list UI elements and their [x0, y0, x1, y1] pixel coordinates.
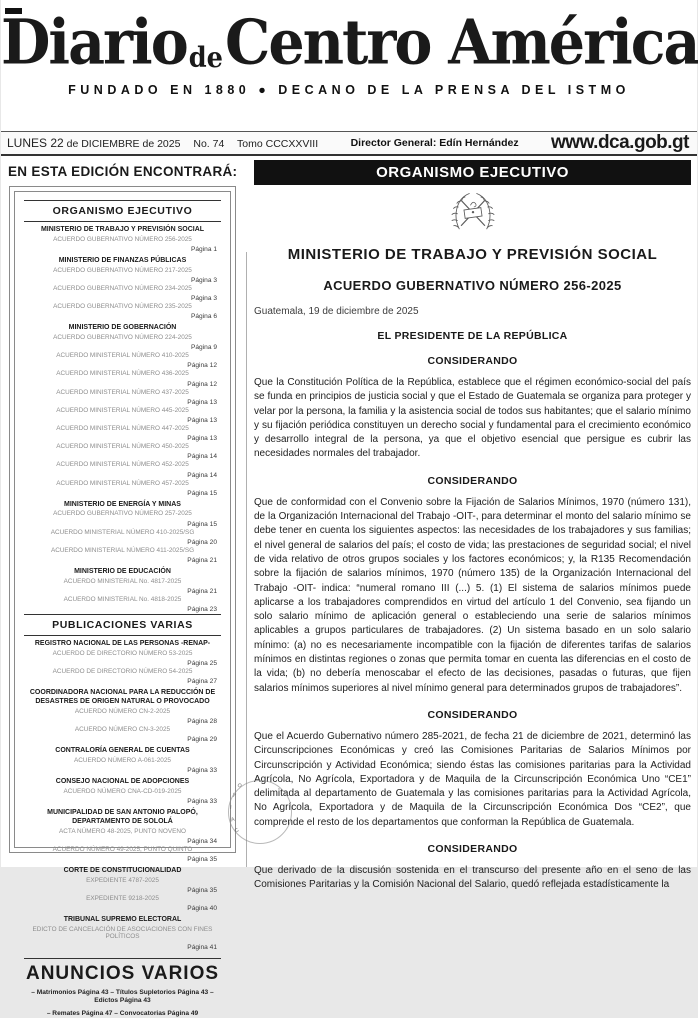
anuncios-line: – Matrimonios Página 43 – Títulos Supletorios Página 43 – Edictos Página 43	[31, 988, 214, 1005]
toc-entry-label: ACUERDO MINISTERIAL NÚMERO 450-2025	[56, 443, 189, 451]
toc-entry-label: ACUERDO MINISTERIAL NÚMERO 410-2025/SG	[50, 528, 195, 536]
toc-group	[24, 689, 221, 743]
website-text: www.dca.gob.gt	[551, 132, 689, 153]
toc-entry-label: ACUERDO DE DIRECTORIO NÚMERO 53-2025	[52, 649, 193, 657]
toc-entry-page: Página 27	[187, 678, 217, 686]
notary-stamp-icon: O Y I A C	[228, 780, 292, 844]
decree-heading: CONSIDERANDO	[427, 474, 518, 487]
toc-entry-page: Página 12	[187, 380, 217, 388]
decree-body	[254, 330, 691, 893]
toc-entry-page: Página 25	[187, 660, 217, 668]
toc-entry-label: ACUERDO GUBERNATIVO NÚMERO 234-2025	[53, 284, 192, 292]
toc-box	[9, 186, 236, 1017]
toc-entry-page: Página 13	[187, 435, 217, 443]
toc-group-name: MINISTERIO DE EDUCACIÓN	[74, 568, 171, 575]
date-bar-left	[1, 136, 318, 150]
masthead-tagline: FUNDADO EN 1880 ● DECANO DE LA PRENSA DEL ISTMO	[68, 83, 630, 97]
toc-group	[24, 867, 221, 912]
toc-entry-label: ACUERDO MINISTERIAL NÚMERO 436-2025	[56, 370, 189, 378]
toc-entry-label: ACTA NÚMERO 48-2025, PUNTO NOVENO	[59, 827, 186, 835]
toc-group-name: COORDINADORA NACIONAL PARA LA REDUCCIÓN DE DESASTRES DE ORIGEN NATURAL O PROVOCADO	[29, 689, 216, 705]
toc-entry-label: ACUERDO MINISTERIAL NÚMERO 410-2025	[56, 352, 189, 360]
masthead-title-part1: Diario	[1, 6, 187, 79]
toc-entry-label: ACUERDO MINISTERIAL No. 4818-2025	[63, 595, 182, 603]
toc-entry-page: Página 21	[187, 587, 217, 595]
toc-entry-page: Página 13	[187, 398, 217, 406]
director-general: Director General: Edín Hernández	[350, 137, 519, 149]
toc-group-name: MUNICIPALIDAD DE SAN ANTONIO PALOPÓ, DEPARTAMENTO DE SOLOLÁ	[47, 809, 198, 825]
toc-entry-page: Página 28	[187, 717, 217, 725]
masthead	[1, 6, 698, 97]
toc-entry-label: ACUERDO MINISTERIAL NÚMERO 457-2025	[56, 479, 189, 487]
toc-entry-label: ACUERDO MINISTERIAL No. 4817-2025	[63, 577, 182, 585]
decree-heading: EL PRESIDENTE DE LA REPÚBLICA	[377, 330, 568, 342]
decree-heading: CONSIDERANDO	[427, 708, 518, 721]
toc-entry-page: Página 20	[187, 538, 217, 546]
anuncios-line: – Remates Página 47 – Convocatorias Página 49	[46, 1009, 199, 1017]
toc-entry-label: ACUERDO GUBERNATIVO NÚMERO 235-2025	[53, 303, 192, 311]
toc-entry-label: ACUERDO GUBERNATIVO NÚMERO 224-2025	[53, 334, 192, 341]
toc-entry-label: ACUERDO MINISTERIAL NÚMERO 452-2025	[56, 461, 189, 469]
toc-entry-label: ACUERDO NÚMERO A-061-2025	[74, 756, 171, 764]
date-bar	[1, 131, 697, 156]
toc-entry-page: Página 40	[187, 905, 217, 912]
anuncios-varios	[24, 958, 221, 1018]
toc-entry-page: Página 15	[187, 520, 217, 528]
edition-number: No. 74	[193, 138, 225, 150]
toc-group-name: MINISTERIO DE TRABAJO Y PREVISIÓN SOCIAL	[40, 226, 205, 233]
toc-entry-label: ACUERDO MINISTERIAL NÚMERO 445-2025	[56, 406, 189, 414]
toc-group	[24, 747, 221, 774]
toc-entry-page: Página 33	[187, 798, 217, 805]
toc-section-title: PUBLICACIONES VARIAS	[24, 614, 221, 636]
toc-entry-page: Página 1	[190, 245, 217, 253]
toc-sections	[24, 200, 221, 951]
toc-entry-label: ACUERDO MINISTERIAL NÚMERO 411-2025/SG	[50, 546, 195, 554]
decree-paragraph: Que de conformidad con el Convenio sobre la Fijación de Salarios Mínimos, 1970 (número 131), de la Organización Internacional del Trabajo -OIT-, para determinar el monto del salario mínimo se debe tener en cuenta los siguientes aspectos: las necesidades de los trabajadores y sus familias; el nivel general de salarios del país; el costo de vida; las prestaciones de seguridad social; el nivel de vida relativo de otros grupos sociales y los factores económicos; y, la R135 Recomendación sobre la fijación de salarios mínimos, 1970 (número 135) de la Organización Internacional del Trabajo -OIT- indica: “numeral romano III (...) 5. (1) El sistema de salarios mínimos puede aplicarse a los trabajadores comprendidos en virtud del artículo 1 del Convenio, sea fijando un solo salario mínimo de aplicación general o estableciendo una serie de salarios mínimos aplicables a grupos particulares de trabajadores. (2) Un sistema basado en un solo salario mínimo: (a) no es necesariamente incompatible con la fijación de diferentes tarifas de salarios mínimos en distintas regiones o zonas que permita tomar en cuenta las diferencias en el costo de la vida; (b) no debería menoscabar el efecto de las decisiones, pasadas o futuras, que fijen salarios mínimos superiores al nivel mínimo general para determinados grupos de trabajadores”.	[254, 496, 691, 694]
toc-entry-label: EDICTO DE CANCELACIÓN DE ASOCIACIONES CON FINES POLÍTICOS	[32, 925, 213, 941]
toc-entry-page: Página 9	[190, 344, 217, 352]
sidebar-heading: EN ESTA EDICIÓN ENCONTRARÁ:	[8, 164, 238, 179]
toc-entry-page: Página 3	[190, 276, 217, 284]
ministry-title: MINISTERIO DE TRABAJO Y PREVISIÓN SOCIAL	[287, 246, 658, 263]
coat-of-arms-icon	[254, 190, 691, 241]
toc-entry-label: ACUERDO DE DIRECTORIO NÚMERO 54-2025	[52, 668, 193, 676]
decree-paragraph: Que la Constitución Política de la República, establece que el régimen económico-social del país se funda en principios de justicia social y que el Estado de Guatemala se organiza para proteger y velar por la persona, la familia y la asistencia social de todos sus habitantes; que el salario mínimo y su fijación periódica constituyen un derecho social y fundamental para el crecimiento económico y desarrollo integral de la persona, ya que el objetivo esencial que persigue es cubrir las necesidades normales del trabajador.	[254, 377, 691, 460]
toc-entry-label: ACUERDO MINISTERIAL NÚMERO 447-2025	[56, 424, 189, 432]
toc-entry-page: Página 35	[187, 886, 217, 894]
toc-entry-label: ACUERDO GUBERNATIVO NÚMERO 257-2025	[53, 510, 192, 518]
toc-entry-label: EXPEDIENTE 9218-2025	[86, 894, 159, 902]
toc-entry-label: ACUERDO NÚMERO CN-3-2025	[74, 725, 171, 733]
toc-entry-page: Página 15	[187, 489, 217, 497]
toc-entry-label: EXPEDIENTE 4787-2025	[86, 876, 159, 884]
toc-entry-page: Página 14	[187, 453, 217, 461]
toc-entry-label: ACUERDO GUBERNATIVO NÚMERO 217-2025	[53, 266, 192, 274]
toc-group-name: CONTRALORÍA GENERAL DE CUENTAS	[55, 747, 190, 755]
toc-group-name: TRIBUNAL SUPREMO ELECTORAL	[63, 916, 182, 923]
edition-date: LUNES 22	[7, 136, 64, 150]
place-and-date: Guatemala, 19 de diciembre de 2025	[254, 306, 419, 317]
toc-group	[24, 501, 221, 564]
toc-entry-page: Página 3	[190, 295, 217, 303]
decree-heading: CONSIDERANDO	[427, 843, 518, 856]
toc-entry-label: ACUERDO MINISTERIAL NÚMERO 437-2025	[56, 388, 189, 396]
toc-entry-page: Página 33	[187, 767, 217, 775]
edition-tome: Tomo CCCXXVIII	[237, 138, 319, 150]
toc-entry-label: ACUERDO NÚMERO CN-2-2025	[74, 707, 171, 715]
toc-entry-page: Página 21	[187, 557, 217, 564]
edition-date-rest: de DICIEMBRE de 2025	[66, 138, 181, 150]
decree-title: ACUERDO GUBERNATIVO NÚMERO 256-2025	[323, 278, 622, 293]
toc-entry-label: ACUERDO GUBERNATIVO NÚMERO 256-2025	[53, 235, 192, 243]
toc-group-name: MINISTERIO DE GOBERNACIÓN	[68, 324, 177, 332]
toc-section-title: ORGANISMO EJECUTIVO	[24, 200, 221, 222]
toc-entry-page: Página 6	[190, 313, 217, 321]
toc-entry-page: Página 41	[187, 943, 217, 951]
toc-group	[24, 568, 221, 613]
toc-entry-page: Página 34	[187, 837, 217, 845]
toc-group	[24, 640, 221, 685]
toc-group-name: CORTE DE CONSTITUCIONALIDAD	[63, 866, 182, 874]
column-divider	[246, 252, 247, 867]
toc-entry-page: Página 14	[187, 471, 217, 479]
main-column	[254, 160, 691, 891]
toc-entry-page: Página 13	[187, 416, 217, 424]
toc-group-name: CONSEJO NACIONAL DE ADOPCIONES	[55, 778, 190, 786]
toc-entry-page: Página 23	[187, 606, 217, 614]
toc-entry-page: Página 35	[187, 855, 217, 863]
toc-entry-page: Página 29	[187, 736, 217, 744]
toc-entry-label: ACUERDO NÚMERO 49-2025, PUNTO QUINTO	[52, 845, 193, 853]
toc-group	[24, 916, 221, 951]
toc-group	[24, 257, 221, 320]
anuncios-title: ANUNCIOS VARIOS	[25, 962, 220, 984]
toc-group	[24, 809, 221, 863]
newspaper-front-page	[1, 0, 698, 1017]
toc-entry-page: Página 12	[187, 362, 217, 370]
toc-group	[24, 324, 221, 496]
masthead-title-de: de	[188, 42, 223, 75]
decree-paragraph: Que el Acuerdo Gubernativo número 285-2021, de fecha 21 de diciembre de 2021, determinó las Circunscripciones Económicas y creó las Comisiones Paritarias de Salarios Mínimos por Circunscripción y Actividad Económica; siendo éstas las comisiones paritarias para la Actividad Agrícola, No Agrícola, Exportadora y de Maquila de la Circunscripción Económica Uno “CE1” delimitada al departamento de Guatemala y las comisiones paritarias para la Actividad Agrícola, No Agrícola, Exportadora y de Maquila de la Circunscripción Económica Dos “CE2”, que comprende el resto de los departamentos que conforman la República de Guatemala.	[254, 730, 691, 828]
decree-paragraph: Que derivado de la discusión sostenida en el transcurso del presente año en el seno de las Comisiones Paritarias y la Comisión Nacional del Salario, quedó reflejada estadísticamente la	[254, 865, 691, 891]
toc-group	[24, 778, 221, 805]
section-banner: ORGANISMO EJECUTIVO	[254, 160, 691, 185]
toc-group-name: REGISTRO NACIONAL DE LAS PERSONAS -RENAP-	[34, 640, 211, 648]
toc-inner	[14, 191, 231, 1017]
toc-entry-label: ACUERDO NÚMERO CNA-CD-019-2025	[63, 787, 182, 795]
decree-heading: CONSIDERANDO	[427, 355, 518, 367]
toc-group	[24, 226, 221, 253]
masthead-title-part2: Centro América	[224, 6, 698, 79]
toc-group-name: MINISTERIO DE FINANZAS PÚBLICAS	[58, 256, 187, 264]
masthead-title	[1, 6, 698, 79]
toc-group-name: MINISTERIO DE ENERGÍA Y MINAS	[64, 500, 181, 508]
